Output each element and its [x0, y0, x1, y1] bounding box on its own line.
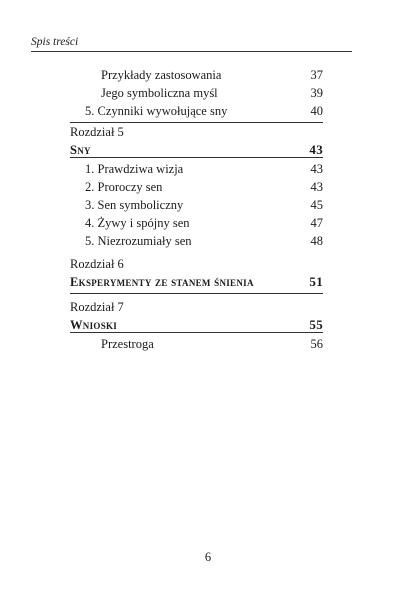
chapter-label: Rozdział 6: [70, 257, 124, 271]
toc-entry-label: 5. Niezrozumiały sen: [85, 234, 192, 248]
chapter-label: Rozdział 7: [70, 300, 124, 314]
chapter-label: Rozdział 5: [70, 125, 124, 139]
table-of-contents: [70, 66, 323, 353]
toc-entry-label: Jego symboliczna myśl: [101, 86, 218, 100]
toc-entry[interactable]: [70, 214, 323, 232]
toc-entry-label: 2. Proroczy sen: [85, 180, 163, 194]
toc-entry-label: Przykłady zastosowania: [101, 68, 222, 82]
chapter-7-label: [70, 298, 323, 316]
running-header: Spis treści: [31, 36, 79, 48]
toc-entry-page: 48: [310, 234, 323, 248]
toc-entry-page: 37: [310, 68, 323, 82]
toc-entry[interactable]: [70, 232, 323, 250]
chapter-title: Eksperymenty ze stanem śnienia: [70, 275, 254, 289]
toc-entry-label: 1. Prawdziwa wizja: [85, 162, 184, 176]
toc-entry[interactable]: [70, 178, 323, 196]
header-rule: [31, 51, 352, 52]
chapter-5-label: [70, 123, 323, 141]
toc-entry-label: 4. Żywy i spójny sen: [85, 216, 190, 230]
chapter-rule: [70, 293, 323, 294]
toc-entry-page: 43: [310, 162, 323, 176]
toc-entry-label: 5. Czynniki wywołujące sny: [85, 104, 228, 118]
toc-entry-label: 3. Sen symboliczny: [85, 198, 184, 212]
chapter-6-title-entry[interactable]: [70, 273, 323, 291]
toc-entry-label: Przestroga: [101, 337, 154, 351]
chapter-page: 51: [309, 274, 323, 289]
chapter-page: 55: [309, 317, 323, 332]
toc-entry[interactable]: [70, 160, 323, 178]
chapter-rule: [70, 157, 323, 158]
toc-entry[interactable]: [70, 335, 323, 353]
chapter-title: Wnioski: [70, 318, 118, 332]
toc-entry[interactable]: [70, 196, 323, 214]
toc-entry-page: 45: [310, 198, 323, 212]
page-number: 6: [204, 550, 212, 564]
chapter-page: 43: [309, 142, 323, 157]
toc-entry[interactable]: [70, 102, 323, 120]
toc-entry[interactable]: [70, 84, 323, 102]
toc-entry-page: 39: [310, 86, 323, 100]
toc-entry[interactable]: [70, 66, 323, 84]
chapter-title: Sny: [70, 143, 91, 157]
chapter-6-label: [70, 255, 323, 273]
toc-entry-page: 40: [310, 104, 323, 118]
toc-entry-page: 56: [310, 337, 323, 351]
toc-entry-page: 43: [310, 180, 323, 194]
toc-entry-page: 47: [310, 216, 323, 230]
